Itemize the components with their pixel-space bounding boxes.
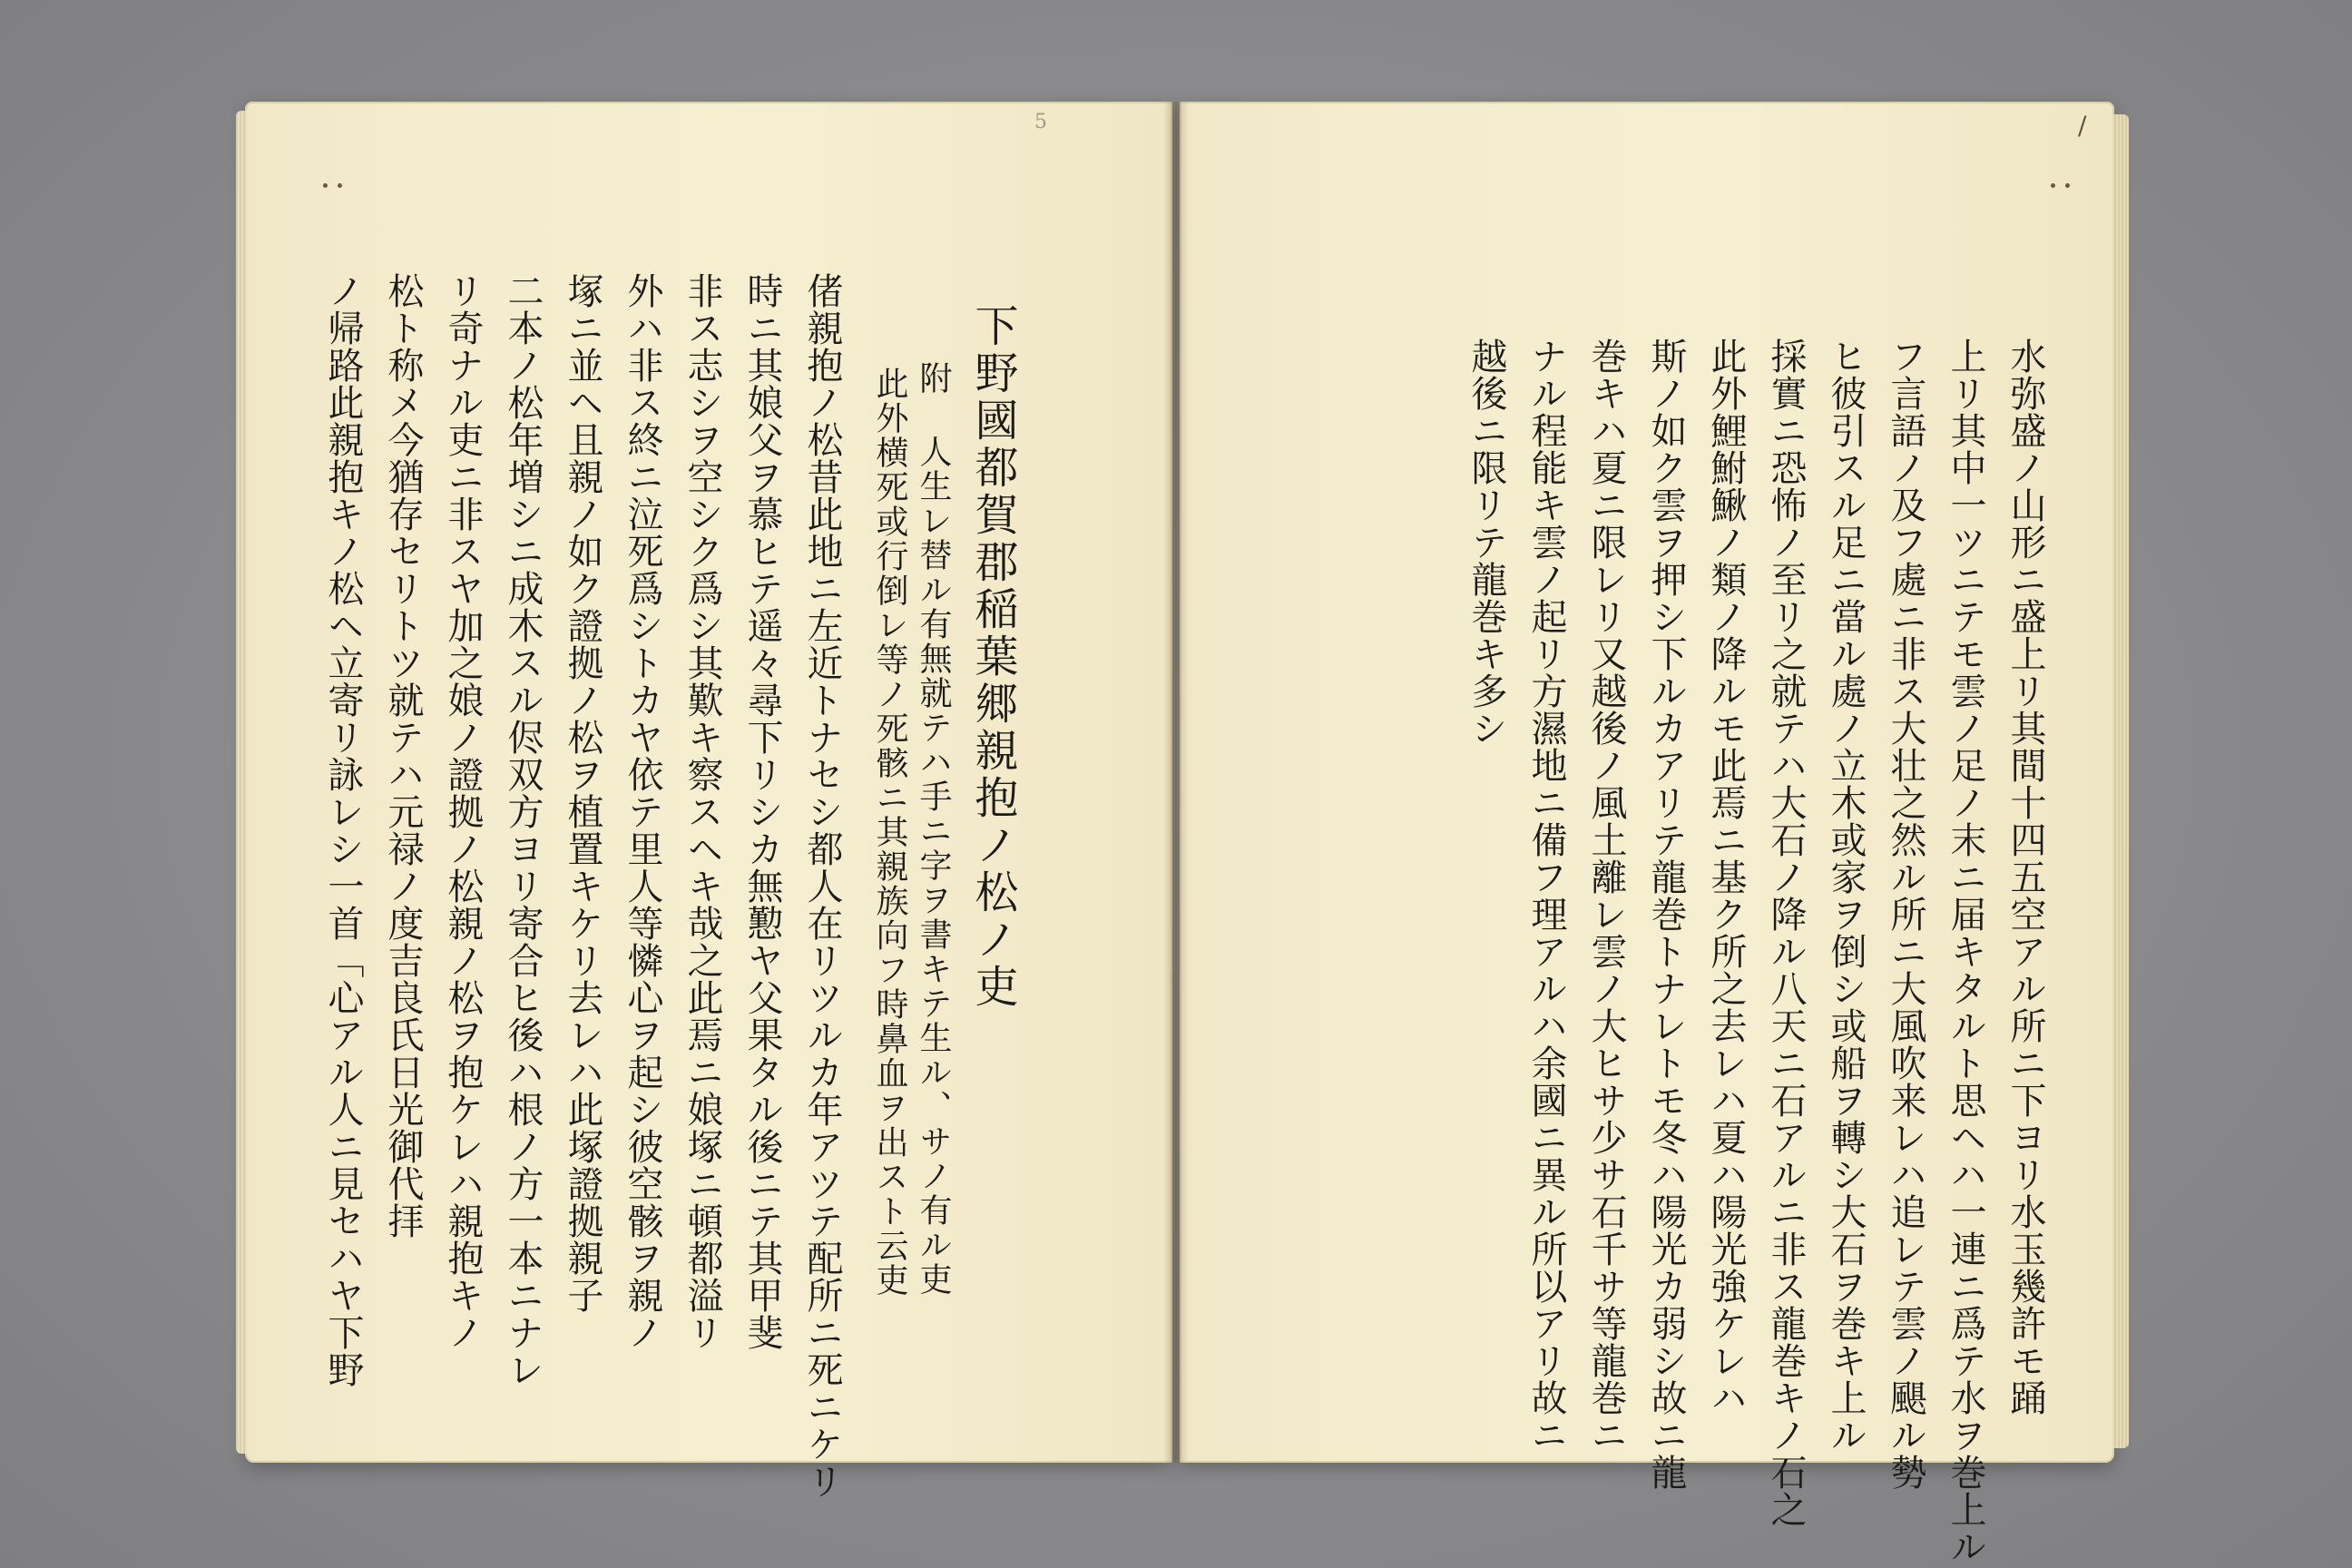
- right-text-line: 上リ其中一ツニテモ雲ノ足ノ末ニ届キタルト思ヘハ一連ニ爲テ水ヲ巻上ル: [1945, 338, 1986, 1565]
- open-book: [245, 102, 2114, 1565]
- right-page-folio: /: [2078, 111, 2087, 141]
- right-text-line: 越後ニ限リテ龍巻キ多シ: [1465, 338, 1507, 747]
- left-text-line: 松ト称メ今猶存セリトツ就テハ元禄ノ度吉良氏日光御代拝: [382, 272, 424, 1240]
- left-page-subtitle: 附 人生レ替ル有無就テハ手ニ字ヲ書キテ生ル、サノ有ル吏: [915, 361, 952, 1297]
- left-text-line: 塚ニ並ヘ且親ノ如ク證拠ノ松ヲ植置キケリ去レハ此塚證拠親子: [562, 272, 603, 1314]
- right-page: [1180, 102, 2114, 1565]
- left-text-line: ノ帰路此親抱キノ松ヘ立寄リ詠レシ一首「心アル人ニ見セハヤ下野: [322, 272, 364, 1388]
- left-page-title: 下野國都賀郡稲葉郷親抱ノ松ノ吏: [967, 303, 1018, 1011]
- left-text-line: 非ス志シヲ空シク爲シ其歎キ察スヘキ哉之此焉ニ娘塚ニ頓都溢リ: [681, 272, 723, 1351]
- left-page: [245, 102, 1172, 1500]
- right-text-line: 採實ニ恐怖ノ至リ之就テハ大石ノ降ル八天ニ石アルニ非ス龍巻キノ石之: [1765, 338, 1807, 1528]
- right-text-line: 水弥盛ノ山形ニ盛上リ其間十四五空アル所ニ下ヨリ水玉幾許モ踊: [2004, 338, 2046, 1416]
- binding-holes: [2051, 180, 2074, 192]
- right-text-line: ヒ彼引スル足ニ當ル處ノ立木或家ヲ倒シ或船ヲ轉シ大石ヲ巻キ上ル: [1825, 338, 1867, 1454]
- left-text-line: 時ニ其娘父ヲ慕ヒテ遥々尋下リシカ無懃ヤ父果タル後ニテ其甲斐: [741, 272, 783, 1351]
- left-text-line: 偖親抱ノ松昔此地ニ左近トナセシ都人在リツルカ年アツテ配所ニ死ニケリ: [801, 272, 843, 1500]
- left-text-line: 外ハ非ス終ニ泣死爲シトカヤ依テ里人等憐心ヲ起シ彼空骸ヲ親ノ: [622, 272, 663, 1351]
- right-text-line: 此外鯉鮒鰍ノ類ノ降ルモ此焉ニ基ク所之去レハ夏ハ陽光強ケレハ: [1705, 338, 1747, 1416]
- right-text-line: 巻キハ夏ニ限レリ又越後ノ風土離レ雲ノ大ヒサ少サ石千サ等龍巻ニ: [1585, 338, 1627, 1454]
- book-gutter: [1163, 102, 1189, 1463]
- right-text-line: フ言語ノ及フ處ニ非ス大壮之然ル所ニ大風吹来レハ追レテ雲ノ颶ル勢: [1885, 338, 1926, 1491]
- left-page-folio: 5: [1034, 111, 1047, 133]
- right-text-line: 斯ノ如ク雲ヲ押シ下ルカアリテ龍巻トナレトモ冬ハ陽光カ弱シ故ニ龍: [1645, 338, 1687, 1491]
- right-text-line: ナル程能キ雲ノ起リ方濕地ニ備フ理アルハ余國ニ異ル所以アリ故ニ: [1525, 338, 1567, 1454]
- left-text-line: リ奇ナル吏ニ非スヤ加之娘ノ證拠ノ松親ノ松ヲ抱ケレハ親抱キノ: [442, 272, 484, 1351]
- left-page-note: 此外横死或行倒レ等ノ死骸ニ其親族向フ時鼻血ヲ出スト云吏: [871, 367, 908, 1298]
- binding-holes: [323, 180, 347, 192]
- left-text-line: 二本ノ松年増シニ成木スル侭双方ヨリ寄合ヒ後ハ根ノ方一本ニナレ: [502, 272, 544, 1388]
